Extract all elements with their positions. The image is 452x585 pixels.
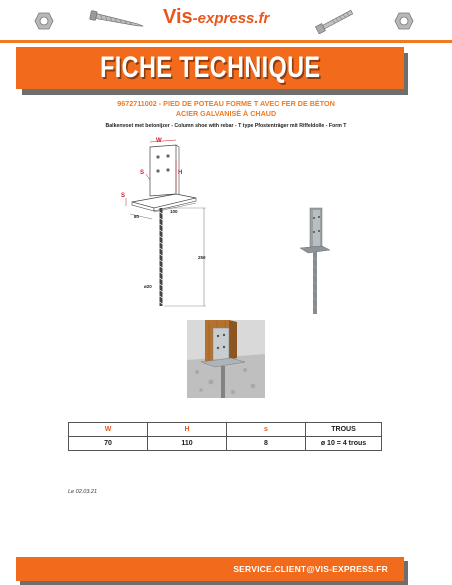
dim-100: 100 — [170, 209, 178, 214]
installation-illustration — [187, 320, 265, 398]
spec-header-row — [69, 423, 382, 437]
spec-header-h: H — [148, 423, 227, 437]
banner-title: FICHE TECHNIQUE — [99, 51, 321, 84]
spec-header-trous: TROUS — [306, 423, 382, 437]
spec-table — [68, 422, 382, 451]
title-banner — [16, 47, 404, 89]
dim-250: 250 — [198, 255, 206, 260]
product-title-line1: 9672711002 - PIED DE POTEAU FORME T AVEC FER DE BÉTON — [117, 99, 335, 108]
spec-value-row — [69, 437, 382, 451]
drawing-plate — [150, 145, 176, 196]
drawing-hole — [156, 155, 159, 158]
logo-ext: -express.fr — [192, 10, 270, 27]
drawing-hole — [166, 154, 169, 157]
spec-value-h: 110 — [148, 437, 227, 451]
product-title-line2: ACIER GALVANISÉ À CHAUD — [175, 109, 277, 118]
spec-value-trous: ø 10 = 4 trous — [306, 437, 382, 451]
nut-icon — [34, 12, 54, 30]
footer-email[interactable]: SERVICE.CLIENT@VIS-EXPRESS.FR — [233, 564, 388, 574]
product-photo — [298, 206, 332, 318]
product-subtitle: Balkenvoet met betonijzer - Column shoe with rebar - T type Pfostenträger mit Riffeldolle - Form T — [105, 123, 347, 129]
nut-icon — [394, 12, 414, 30]
spec-value-w: 70 — [69, 437, 148, 451]
header-divider — [0, 40, 452, 43]
dim-d20: ø20 — [144, 284, 152, 289]
screw-icon — [88, 10, 146, 30]
dim-label-w: W — [156, 138, 162, 144]
spec-header-s: s — [227, 423, 306, 437]
dim-label-s-left: S — [121, 193, 126, 199]
dim-label-s-top: S — [140, 170, 145, 176]
technical-drawing — [112, 136, 222, 312]
dim-80: 80 — [134, 214, 140, 219]
logo-main: Vis — [163, 6, 193, 28]
drawing-hole — [166, 168, 169, 171]
drawing-hole — [156, 169, 159, 172]
document-date: Le 02.03.21 — [68, 489, 98, 495]
logo[interactable] — [163, 6, 289, 36]
spec-header-w: W — [69, 423, 148, 437]
spec-value-s: 8 — [227, 437, 306, 451]
bolt-icon — [313, 8, 357, 34]
dim-label-h: H — [178, 170, 183, 176]
